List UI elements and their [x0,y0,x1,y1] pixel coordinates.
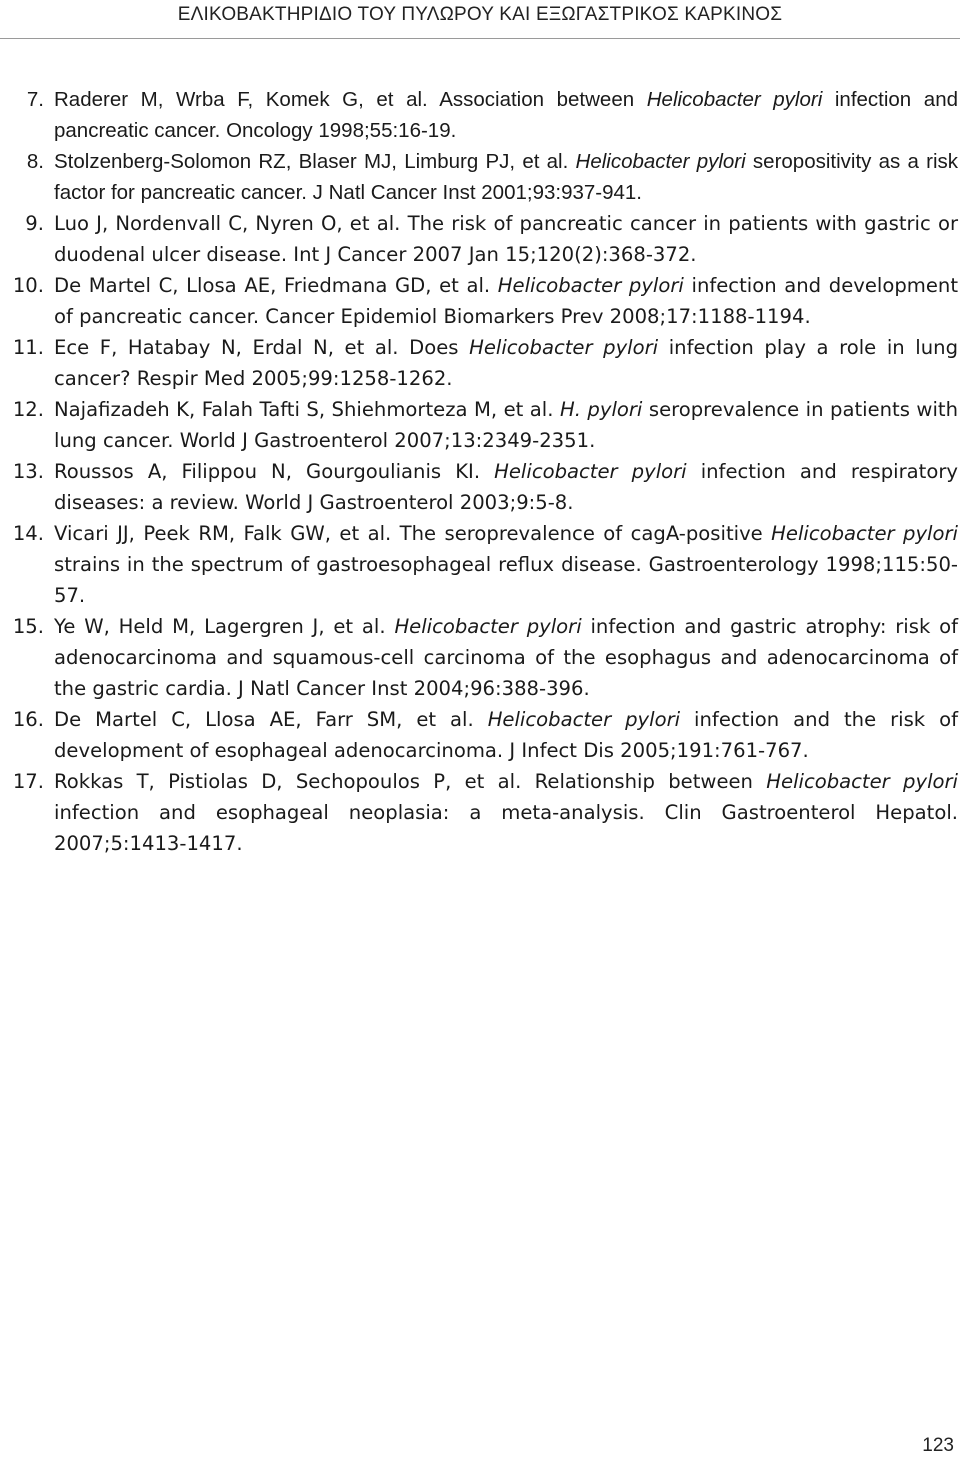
reference-title-text: infection and esophageal neoplasia: a meta-analysis. [54,801,645,824]
reference-authors: De Martel C, Llosa AE, Friedmana GD, et al. [54,274,491,297]
reference-authors: Roussos A, Filippou N, Gourgoulianis KI. [54,460,481,483]
reference-item [0,518,958,611]
reference-number: 15. [12,615,44,638]
header-divider [0,38,960,39]
reference-item [0,332,958,394]
reference-authors: Ye W, Held M, Lagergren J, et al. [54,615,386,638]
reference-number: 10. [12,274,44,297]
reference-number: 8. [26,150,44,173]
reference-item [0,611,958,704]
reference-title-text [490,274,498,297]
reference-citation: Clin Gastroenterol Hepatol. 2007;5:1413-1417. [54,801,958,855]
reference-item [0,146,958,208]
reference-number: 14. [12,522,44,545]
reference-authors: Najafizadeh K, Falah Tafti S, Shiehmorteza M, et al. [54,398,554,421]
reference-number: 16. [12,708,44,731]
reference-organism: Helicobacter pylori [771,522,958,545]
reference-number: 11. [12,336,44,359]
reference-citation: Gastroenterology 1998;115:50-57. [54,553,958,607]
reference-title-text: Relationship between [521,770,767,793]
reference-item [0,394,958,456]
reference-number: 9. [25,212,44,235]
reference-organism: Helicobacter pylori [494,460,687,483]
reference-item [0,208,958,270]
reference-number: 12. [12,398,44,421]
reference-title-text: Association between [427,88,647,111]
reference-list [0,84,958,859]
reference-title-text: infection and gastric atrophy: risk of adenocarcinoma and squamous-cell carcinoma of the esophagus and adenocarcinoma of the gastric cardia. [54,615,959,700]
reference-title-text [474,708,488,731]
reference-authors: Raderer M, Wrba F, Komek G, et al. [54,88,428,111]
reference-item [0,270,958,332]
reference-title-text: seropositivity as a risk factor for pancreatic cancer. [54,150,959,204]
reference-title-text: infection play a role in lung cancer? [54,336,959,390]
reference-citation: World J Gastroenterol 2003;9:5-8. [238,491,574,514]
reference-citation: Respir Med 2005;99:1258-1262. [130,367,453,390]
reference-authors: Vicari JJ, Peek RM, Falk GW, et al. [54,522,392,545]
reference-title-text [480,460,494,483]
reference-title-text [568,150,575,173]
reference-title-text: infection and development of pancreatic cancer. [54,274,959,328]
reference-authors: Stolzenberg-Solomon RZ, Blaser MJ, Limburg PJ, et al. [54,150,569,173]
reference-organism: Helicobacter pylori [646,88,823,111]
reference-organism: H. pylori [559,398,643,421]
reference-citation: J Natl Cancer Inst 2001;93:937-941. [306,181,643,204]
page-number: 123 [922,1435,954,1456]
reference-title-text: Does [398,336,470,359]
reference-organism: Helicobacter pylori [766,770,958,793]
reference-authors: Luo J, Nordenvall C, Nyren O, et al. [54,212,401,235]
reference-citation: Int J Cancer 2007 Jan 15;120(2):368-372. [287,243,697,266]
reference-title-text: infection and the risk of development of esophageal adenocarcinoma. [54,708,958,762]
reference-citation: World J Gastroenterol 2007;13:2349-2351. [173,429,596,452]
reference-number: 13. [12,460,44,483]
reference-item [0,84,958,146]
reference-number: 7. [26,88,44,111]
reference-item [0,456,958,518]
reference-title-text: infection and pancreatic cancer. [54,88,959,142]
reference-title-text: The seroprevalence of cagA-positive [391,522,772,545]
reference-title-text: seroprevalence in patients with lung cancer. [54,398,958,452]
reference-citation: Cancer Epidemiol Biomarkers Prev 2008;17:1188-1194. [259,305,811,328]
reference-organism: Helicobacter pylori [487,708,681,731]
reference-title-text: infection and respiratory diseases: a review. [54,460,958,514]
reference-organism: Helicobacter pylori [469,336,659,359]
reference-citation: J Infect Dis 2005;191:761-767. [503,739,809,762]
reference-title-text: strains in the spectrum of gastroesophageal reflux disease. [54,553,642,576]
reference-citation: Oncology 1998;55:16-19. [220,119,457,142]
reference-item [0,704,958,766]
reference-authors: Ece F, Hatabay N, Erdal N, et al. [54,336,399,359]
reference-citation: J Natl Cancer Inst 2004;96:388-396. [231,677,590,700]
running-header: ΕΛΙΚΟΒΑΚΤΗΡΙΔΙΟ ΤΟΥ ΠΥΛΩΡΟΥ ΚΑΙ ΕΞΩΓΑΣΤΡΙΚΟΣ ΚΑΡΚΙΝΟΣ [177,4,783,25]
reference-title-text: The risk of pancreatic cancer in patients with gastric or duodenal ulcer disease. [54,212,959,266]
reference-authors: Rokkas T, Pistiolas D, Sechopoulos P, et al. [54,770,522,793]
reference-organism: Helicobacter pylori [394,615,582,638]
reference-number: 17. [12,770,44,793]
reference-organism: Helicobacter pylori [575,150,746,173]
reference-authors: De Martel C, Llosa AE, Farr SM, et al. [54,708,474,731]
reference-organism: Helicobacter pylori [497,274,684,297]
reference-item [0,766,958,859]
